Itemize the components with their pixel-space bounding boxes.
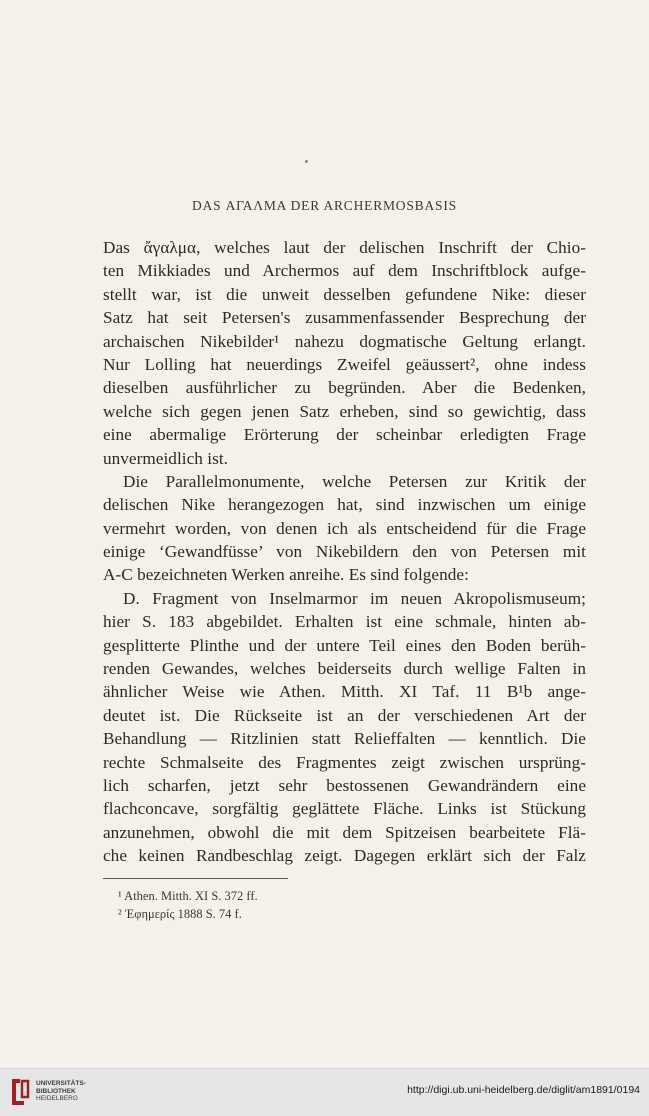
text-line: deutet ist. Die Rückseite ist an der verschiedenen Art der xyxy=(103,705,586,725)
footnotes xyxy=(118,887,258,923)
text-line: gesplitterte Plinthe und der untere Teil eines den Boden berüh- xyxy=(103,635,586,655)
text-line: delischen Nike herangezogen hat, sind inzwischen um einige xyxy=(103,495,586,515)
text-line: unvermeidlich ist. xyxy=(103,448,229,468)
text-line: ten Mikkiades und Archermos auf dem Inschriftblock aufge- xyxy=(103,261,586,281)
text-line: Die Parallelmonumente, welche Petersen zur Kritik der xyxy=(123,471,586,491)
permalink-url[interactable]: http://digi.ub.uni-heidelberg.de/diglit/am1891/0194 xyxy=(407,1084,640,1096)
text-line: archaischen Nikebilder¹ nahezu dogmatische Geltung erlangt. xyxy=(103,331,586,351)
footnote-2: ² Ἐφημερίς 1888 S. 74 f. xyxy=(118,907,242,921)
text-line: hier S. 183 abgebildet. Erhalten ist eine schmale, hinten ab- xyxy=(103,612,586,632)
text-line: Das ἄγαλμα, welches laut der delischen Inschrift der Chio- xyxy=(103,238,586,257)
text-line: A-C bezeichneten Werken anreihe. Es sind folgende: xyxy=(103,565,469,585)
text-line: Behandlung — Ritzlinien statt Relieffalten — kenntlich. Die xyxy=(103,729,586,749)
library-name: UNIVERSITÄTS- BIBLIOTHEK HEIDELBERG xyxy=(36,1080,86,1102)
text-line: Satz hat seit Petersen's zusammenfassender Besprechung der xyxy=(103,308,586,328)
text-line: che keinen Randbeschlag zeigt. Dagegen erklärt sich der Falz xyxy=(103,846,586,866)
text-line: D. Fragment von Inselmarmor im neuen Akropolismuseum; xyxy=(123,588,586,608)
text-line: rechte Schmalseite des Fragmentes zeigt zwischen ursprüng- xyxy=(103,752,586,772)
text-line: lich scharfen, jetzt sehr bestossenen Gewandrändern eine xyxy=(103,775,586,795)
library-logo-icon xyxy=(8,1077,32,1107)
page-title: DAS ΑΓΑΛΜΑ DER ARCHERMOSBASIS xyxy=(192,198,457,213)
footnote-divider xyxy=(103,878,288,879)
text-line: eine abermalige Erörterung der scheinbar erledigten Frage xyxy=(103,425,586,445)
text-line: dieselben ausführlicher zu begründen. Aber die Bedenken, xyxy=(103,378,586,398)
text-line: einige ‘Gewandfüsse’ von Nikebildern den von Petersen mit xyxy=(103,542,586,562)
text-line: anzunehmen, obwohl die mit dem Spitzeisen bearbeitete Flä- xyxy=(103,822,586,842)
text-line: Nur Lolling hat neuerdings Zweifel geäussert², ohne indess xyxy=(103,354,586,374)
text-line: renden Gewandes, welches beiderseits durch wellige Falten in xyxy=(103,659,586,679)
text-line: flachconcave, sorgfältig geglättete Fläche. Links ist Stückung xyxy=(103,799,586,819)
body-text xyxy=(103,236,586,868)
footnote-1: ¹ Athen. Mitth. XI S. 372 ff. xyxy=(118,889,258,903)
text-line: welche sich gegen jenen Satz erheben, sind so gewichtig, dass xyxy=(103,401,586,421)
ink-speck xyxy=(305,160,308,163)
text-line: ähnlicher Weise wie Athen. Mitth. XI Taf. 11 B¹b ange- xyxy=(103,682,586,702)
text-line: vermehrt worden, von denen ich als entscheidend für die Frage xyxy=(103,518,586,538)
text-line: stellt war, ist die unweit desselben gefundene Nike: dieser xyxy=(103,284,586,304)
